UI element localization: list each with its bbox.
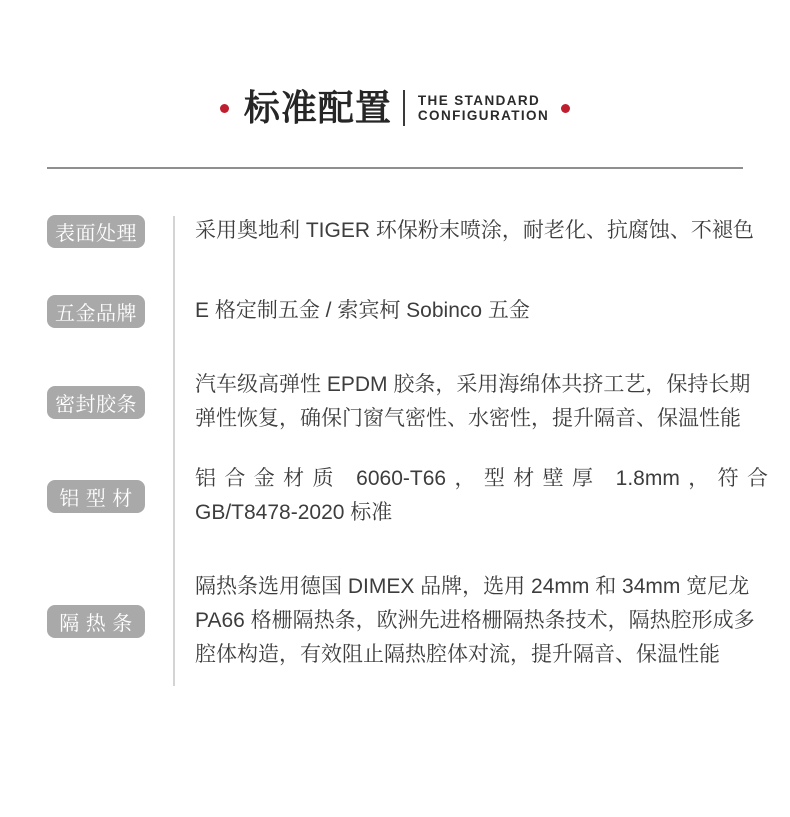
- spec-text-line: 隔热条选用德国 DIMEX 品牌，选用 24mm 和 34mm 宽尼龙: [195, 575, 750, 598]
- spec-text-line: PA66 格栅隔热条，欧洲先进格栅隔热条技术，隔热腔形成多: [195, 609, 755, 632]
- header: [0, 0, 790, 126]
- spec-text-line: 铝合金材质 6060-T66，型材壁厚 1.8mm，符合: [195, 467, 768, 490]
- vertical-divider: [173, 216, 175, 686]
- spec-label-badge: 隔 热 条: [47, 605, 145, 638]
- label-column: [47, 605, 173, 638]
- spec-label-badge: 铝 型 材: [47, 480, 145, 513]
- spec-content: [173, 214, 768, 248]
- spec-row-surface-treatment: [47, 214, 768, 248]
- spec-text-line: E 格定制五金 / 索宾柯 Sobinco 五金: [195, 299, 530, 322]
- page-title: 标准配置: [243, 87, 392, 128]
- spec-row-thermal-break: [47, 570, 768, 672]
- accent-dot-right: [561, 104, 570, 113]
- label-column: [47, 480, 173, 513]
- spec-row-aluminum-profile: [47, 462, 768, 530]
- spec-text-line: 采用奥地利 TIGER 环保粉末喷涂，耐老化、抗腐蚀、不褪色: [195, 219, 754, 242]
- label-column: [47, 295, 173, 328]
- spec-text-line: 腔体构造，有效阻止隔热腔体对流，提升隔音、保温性能: [195, 643, 720, 666]
- spec-text-line: 弹性恢复，确保门窗气密性、水密性，提升隔音、保温性能: [195, 407, 741, 430]
- subtitle-line-2: CONFIGURATION: [417, 108, 550, 123]
- spec-content: [173, 294, 768, 328]
- spec-content: [173, 368, 768, 436]
- spec-label-badge: 五金品牌: [47, 295, 145, 328]
- label-column: [47, 386, 173, 419]
- title-divider: [403, 90, 405, 126]
- spec-label-badge: 表面处理: [47, 215, 145, 248]
- spec-row-sealing-strip: [47, 368, 768, 436]
- spec-text-line: 汽车级高弹性 EPDM 胶条，采用海绵体共挤工艺，保持长期: [195, 373, 751, 396]
- section-rule: [47, 167, 743, 169]
- spec-content: [173, 570, 768, 672]
- subtitle-line-1: THE STANDARD: [417, 93, 541, 108]
- accent-dot-left: [220, 104, 229, 113]
- spec-table: [47, 214, 768, 672]
- spec-row-hardware-brand: [47, 294, 768, 328]
- spec-content: [173, 462, 768, 530]
- spec-text-line: GB/T8478-2020 标准: [195, 501, 393, 524]
- label-column: [47, 215, 173, 248]
- page-subtitle: [418, 93, 549, 123]
- spec-label-badge: 密封胶条: [47, 386, 145, 419]
